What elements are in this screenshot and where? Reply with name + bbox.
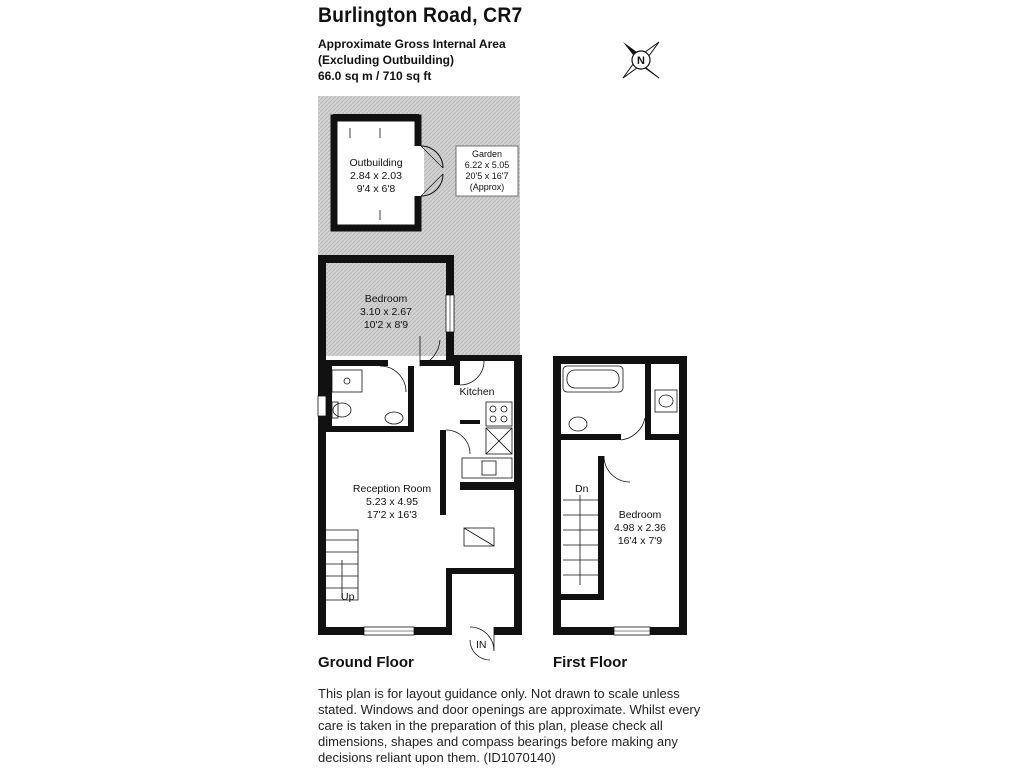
reception-imperial: 17'2 x 16'3: [366, 509, 418, 521]
first-floor-label: First Floor: [553, 654, 628, 671]
outbuilding-name: Outbuilding: [349, 157, 403, 169]
ground-stairs-label: Up: [341, 591, 355, 603]
area-line-1: Approximate Gross Internal Area: [318, 37, 506, 51]
outbuilding-metric: 2.84 x 2.03: [350, 170, 402, 182]
outbuilding-imperial: 9'4 x 6'8: [356, 183, 396, 195]
first-bedroom-name: Bedroom: [618, 509, 662, 521]
disclaimer-text: This plan is for layout guidance only. Not drawn to scale unless stated. Windows and door openings are approximate. Whilst every care is taken in the preparation of this plan, please check all dimensions, shapes and compass bearings before making any decisions reliant upon them. (ID1070140): [318, 686, 701, 765]
garden-name: Garden: [471, 149, 503, 159]
garden-metric: 6.22 x 5.05: [464, 160, 510, 170]
first-fixtures: [563, 366, 677, 585]
ground-bedroom-imperial: 10'2 x 8'9: [363, 319, 409, 331]
ground-bedroom-metric: 3.10 x 2.67: [360, 306, 412, 318]
ground-floor-label: Ground Floor: [318, 654, 414, 671]
garden-note: (Approx): [469, 182, 505, 192]
outbuilding-label: [349, 157, 402, 195]
area-line-2: (Excluding Outbuilding): [318, 53, 454, 67]
ground-bedroom-label: [360, 293, 412, 331]
area-line-3: 66.0 sq m / 710 sq ft: [318, 69, 432, 83]
entrance-label: IN: [476, 639, 487, 651]
compass-north-label: N: [637, 55, 645, 67]
compass-icon: [623, 42, 659, 78]
first-bedroom-imperial: 16'4 x 7'9: [617, 535, 663, 547]
reception-label: [353, 483, 431, 521]
reception-metric: 5.23 x 4.95: [366, 496, 418, 508]
kitchen-name: Kitchen: [459, 386, 495, 398]
ground-bedroom-name: Bedroom: [364, 293, 408, 305]
ground-fixtures: [326, 336, 512, 660]
first-bedroom-metric: 4.98 x 2.36: [614, 522, 666, 534]
reception-name: Reception Room: [352, 483, 432, 495]
plan-title: Burlington Road, CR7: [318, 4, 523, 27]
first-stairs-label: Dn: [575, 483, 589, 495]
first-bedroom-label: [614, 509, 666, 547]
garden-imperial: 20'5 x 16'7: [465, 171, 509, 181]
first-floor-walls: [553, 356, 687, 635]
